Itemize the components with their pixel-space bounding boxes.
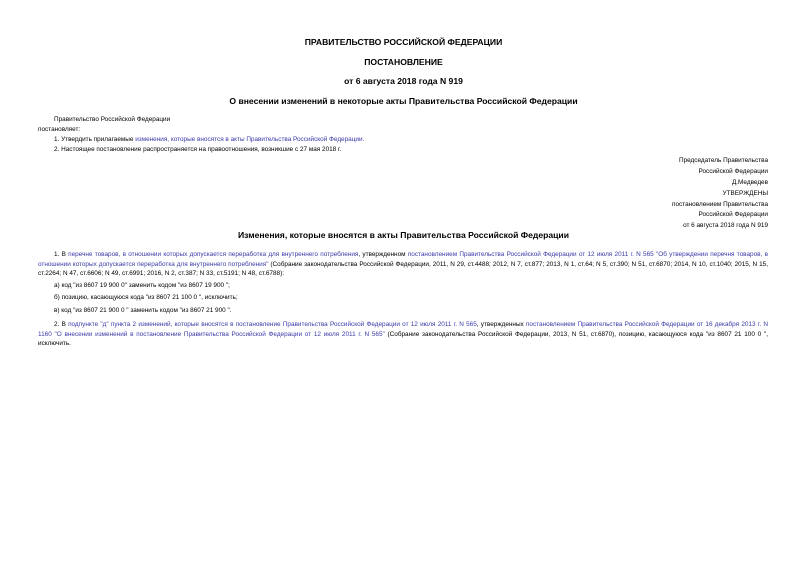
changes-link[interactable]: изменения, которые вносятся в акты Правительства Российской Федерации. — [135, 136, 365, 143]
point-2: 2. Настоящее постановление распространяется на правоотношения, возникшие с 27 мая 2018 г. — [54, 146, 342, 153]
preamble-line-2: постановляет: — [38, 126, 81, 133]
document-type-heading: ПОСТАНОВЛЕНИЕ — [364, 57, 443, 67]
authority-heading: ПРАВИТЕЛЬСТВО РОССИЙСКОЙ ФЕДЕРАЦИИ — [304, 37, 503, 47]
approval-line-1: УТВЕРЖДЕНЫ — [722, 190, 768, 197]
item-1-sub-a: а) код "из 8607 19 900 0" заменить кодом "из 8607 19 900 "; — [54, 282, 230, 289]
point-1 — [54, 135, 364, 144]
resolution-565-link[interactable]: постановлением Правительства Российской Федерации от 12 июля 2011 г. N 565 "Об утверждении перечня товаров, в отношении которых допускается переработка для внутреннего потребления" — [38, 251, 768, 268]
item-2-text-3: , утвержденных — [476, 321, 526, 328]
point-1-text: 1. Утвердить прилагаемые — [54, 136, 136, 143]
goods-list-link[interactable]: перечне товаров, в отношении которых допускается переработка для внутреннего потребления — [68, 251, 359, 258]
changes-title: Изменения, которые вносятся в акты Правительства Российской Федерации — [237, 230, 569, 240]
approval-line-4: от 6 августа 2018 года N 919 — [683, 222, 768, 229]
subparagraph-d-link[interactable]: подпункте "д" пункта 2 — [68, 321, 137, 328]
changes-565-link[interactable]: изменений, которые вносятся в постановление Правительства Российской Федерации от 12 июля 2011 г. N 565 — [138, 321, 477, 328]
preamble-line-1: Правительство Российской Федерации — [54, 116, 171, 123]
item-1-sub-c: в) код "из 8607 21 900 0 " заменить кодом "из 8607 21 900 ". — [54, 307, 232, 314]
resolution-1160-link[interactable]: постановлением Правительства Российской Федерации от 16 декабря 2013 г. N 1160 "О внесении изменений в постановление Правительства Российской Федерации от 12 июля 2011 г. N 565" — [38, 321, 768, 338]
document-title: О внесении изменений в некоторые акты Правительства Российской Федерации — [229, 96, 578, 106]
item-1-sub-b: б) позицию, касающуюся кода "из 8607 21 100 0 ", исключить; — [54, 294, 238, 301]
approval-line-2: постановлением Правительства — [672, 201, 768, 208]
item-1-paragraph — [38, 250, 768, 279]
date-number-heading: от 6 августа 2018 года N 919 — [344, 76, 463, 86]
signature-line-2: Российской Федерации — [698, 168, 768, 175]
item-2-text-4: (Собрание законодательства Российской Федерации, 2013, N 51, ст.6870), позицию, касающуюся кода "из 8607 21 100 0 ", исключить. — [38, 330, 769, 347]
item-1-text-3: (Собрание законодательства Российской Федерации, 2011, N 29, ст.4488; 2012, N 7, ст.877; 2013, N 1, ст.64; N 5, ст.390; N 51, ст.6870; 2014, N 10, ст.1040; 2015, N 15, ст.2264; N 47, ст.6606; N 49, ст.6991; 2016, N 2, ст.387; N 33, ст.5191; N 48, ст.6788): — [38, 260, 768, 277]
signature-line-1: Председатель Правительства — [679, 157, 768, 164]
item-1-text-2: , утвержденном — [358, 251, 408, 258]
signature-name: Д.Медведев — [731, 179, 768, 186]
approval-line-3: Российской Федерации — [698, 211, 768, 218]
item-1-text-1: 1. В — [54, 251, 69, 258]
item-2-text-1: 2. В — [54, 321, 69, 328]
item-2-paragraph — [38, 320, 768, 349]
